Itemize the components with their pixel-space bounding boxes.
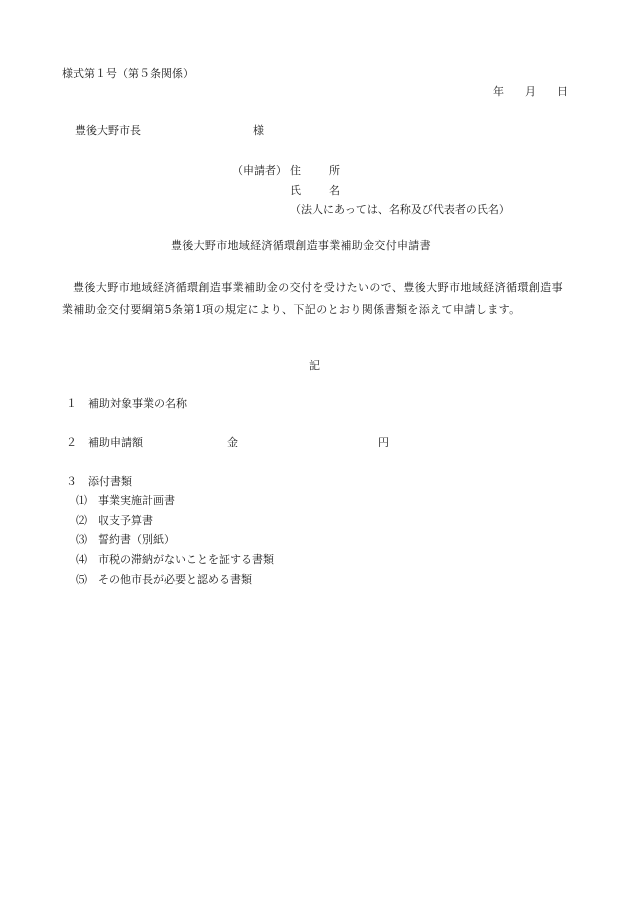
item-2-label: 補助申請額 xyxy=(88,436,143,449)
item-1-label: 補助対象事業の名称 xyxy=(88,397,187,410)
applicant-label: （申請者） xyxy=(232,164,287,177)
attachment-text: 収支予算書 xyxy=(98,514,153,527)
attachment-item xyxy=(76,574,252,585)
attachment-number: ⑵ xyxy=(76,514,87,527)
date-line xyxy=(493,86,568,97)
date-day: 日 xyxy=(557,85,568,98)
attachment-item xyxy=(76,495,175,506)
item-2 xyxy=(66,437,143,448)
applicant-address-label: 住 所 xyxy=(290,164,342,177)
form-number: 様式第１号（第５条関係） xyxy=(62,67,194,80)
attachment-text: 事業実施計画書 xyxy=(98,494,175,507)
attachment-number: ⑷ xyxy=(76,553,87,566)
ki-heading: 記 xyxy=(309,359,320,372)
attachment-number: ⑶ xyxy=(76,533,87,546)
applicant-note: （法人にあっては、名称及び代表者の氏名） xyxy=(290,203,510,216)
body-paragraph: 豊後大野市地域経済循環創造事業補助金の交付を受けたいので、豊後大野市地域経済循環創造事業補助金交付要綱第5条第1項の規定により、下記のとおり関係書類を添えて申請します。 xyxy=(62,281,563,316)
item-3 xyxy=(66,476,132,487)
addressee-honorific: 様 xyxy=(253,124,264,137)
item-1 xyxy=(66,398,187,409)
applicant-name-label: 氏 名 xyxy=(290,184,342,197)
date-month: 月 xyxy=(525,85,536,98)
attachment-item xyxy=(76,554,274,565)
item-2-number: ２ xyxy=(66,436,77,449)
document-title: 豊後大野市地域経済循環創造事業補助金交付申請書 xyxy=(171,239,431,252)
attachment-item xyxy=(76,534,175,545)
item-2-currency-prefix: 金 xyxy=(227,436,238,449)
item-2-currency-suffix: 円 xyxy=(378,436,389,449)
addressee-name: 豊後大野市長 xyxy=(75,124,141,137)
attachment-text: 市税の滞納がないことを証する書類 xyxy=(98,553,274,566)
attachment-text: 誓約書（別紙） xyxy=(98,533,175,546)
date-year: 年 xyxy=(493,85,504,98)
item-3-number: ３ xyxy=(66,475,77,488)
item-1-number: １ xyxy=(66,397,77,410)
item-3-label: 添付書類 xyxy=(88,475,132,488)
attachment-item xyxy=(76,515,153,526)
attachment-number: ⑴ xyxy=(76,494,87,507)
attachment-text: その他市長が必要と認める書類 xyxy=(98,573,252,586)
attachment-number: ⑸ xyxy=(76,573,87,586)
